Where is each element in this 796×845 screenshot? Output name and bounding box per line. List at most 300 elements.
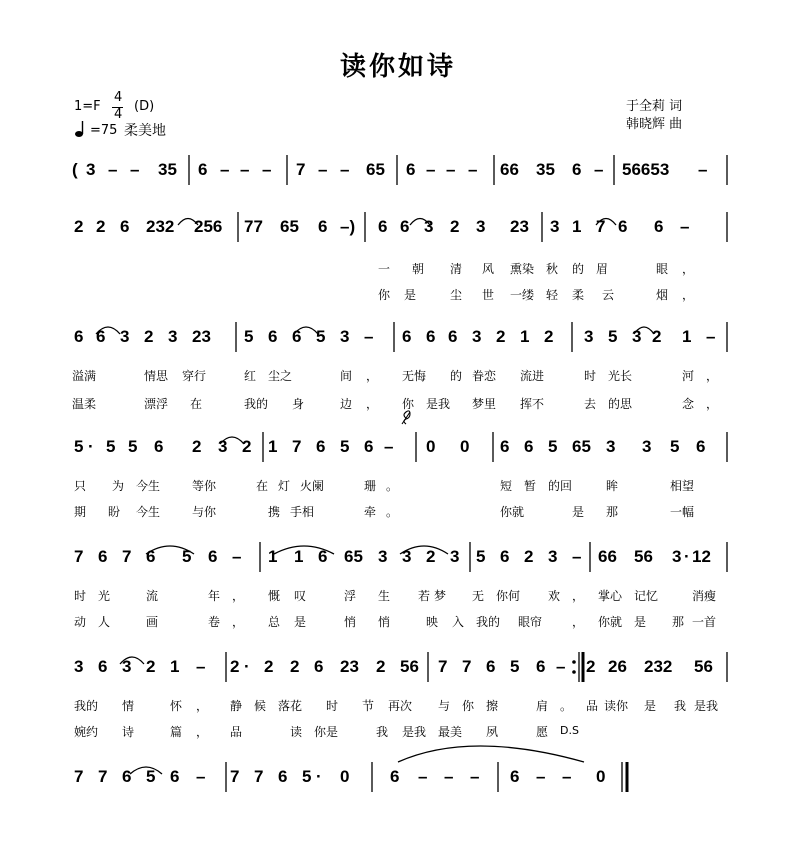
slur (274, 546, 334, 554)
note: 6 (426, 327, 436, 346)
lyric-syllable: 柔 (572, 288, 585, 302)
lyric-syllable: 与你 (192, 505, 217, 519)
note: 5 (548, 437, 558, 456)
note: 56 (694, 657, 713, 676)
note: 1 (170, 657, 180, 676)
note: 6 (500, 437, 510, 456)
note: 6 (402, 327, 412, 346)
note: – (698, 160, 708, 179)
lyric-syllable: ， (706, 397, 719, 411)
lyric-syllable: 的 (572, 262, 585, 276)
lyric-syllable: 今生 (136, 505, 161, 519)
note: 6 (98, 657, 108, 676)
lyric-syllable: 暂 (524, 479, 537, 493)
note: 26 (608, 657, 627, 676)
lyric-syllable: 悄 (344, 615, 357, 629)
note: –) (340, 217, 356, 236)
lyric-syllable: 挥不 (520, 397, 545, 411)
note: 1 (520, 327, 530, 346)
note: 3 (642, 437, 652, 456)
note: 3 (402, 547, 412, 566)
note: 5 (74, 437, 84, 456)
note: – (470, 767, 480, 786)
lyric-syllable: 婉约 (74, 725, 99, 739)
lyric-syllable: 擦 (486, 699, 499, 713)
note: 2 (450, 217, 460, 236)
lyric-syllable: 尘 (450, 288, 463, 302)
note: – (446, 160, 456, 179)
note: 12 (692, 547, 711, 566)
note: 2 (242, 437, 252, 456)
note: 5 (670, 437, 680, 456)
note: 1 (572, 217, 582, 236)
slur (120, 657, 144, 664)
note: 6 (170, 767, 180, 786)
lyric-syllable: 我的 (476, 615, 501, 629)
lyric-syllable: 熏染 (510, 262, 535, 276)
lyric-syllable: 眉 (596, 262, 609, 276)
note: – (680, 217, 690, 236)
lyric-syllable: 世 (482, 288, 495, 302)
note: 3 (378, 547, 388, 566)
lyric-syllable: 静 (230, 699, 243, 713)
note: 7 (230, 767, 240, 786)
lyric-syllable: 总 (268, 615, 281, 629)
note: 6 (292, 327, 302, 346)
note: – (220, 160, 230, 179)
note: 2 (74, 217, 84, 236)
lyric-syllable: ， (366, 397, 379, 411)
lyric-syllable: 轻 (546, 288, 559, 302)
lyric-syllable: ， (682, 288, 695, 302)
note: – (240, 160, 250, 179)
note: – (706, 327, 716, 346)
note: 3 (450, 547, 460, 566)
note: – (108, 160, 118, 179)
note: 3 (168, 327, 178, 346)
slur (130, 767, 162, 774)
time-signature-top: 4 (114, 90, 123, 105)
lyric-syllable: 我 (376, 725, 389, 739)
note: 66 (500, 160, 519, 179)
lyric-syllable: 诗 (122, 725, 135, 739)
note: 5 (340, 437, 350, 456)
note: 6 (448, 327, 458, 346)
lyric-syllable: 梦 (434, 589, 447, 603)
note: · (684, 547, 690, 566)
lyric-syllable: 光 (98, 589, 111, 603)
note: 6 (120, 217, 130, 236)
lyric-syllable: 携 (268, 505, 281, 519)
note: 3 (550, 217, 560, 236)
lyric-syllable: 篇 (170, 725, 183, 739)
lyric-syllable: ， (232, 589, 245, 603)
lyric-syllable: 生 (378, 589, 391, 603)
slur (596, 219, 616, 226)
lyric-syllable: 最美 (438, 725, 463, 739)
slur (294, 327, 318, 334)
lyric-syllable: 你就 (500, 505, 525, 519)
note: – (594, 160, 604, 179)
slur (410, 219, 430, 226)
lyric-syllable: 候 (254, 699, 267, 713)
expression-mark: 柔美地 (124, 123, 166, 139)
lyric-syllable: 的回 (548, 479, 573, 493)
note: 3 (218, 437, 228, 456)
note: 2 (230, 657, 240, 676)
lyric-syllable: 在 (190, 397, 203, 411)
lyric-syllable: 是 (572, 505, 585, 519)
lyric-syllable: 我的 (244, 397, 269, 411)
lyric-syllable: 牵 (364, 505, 377, 519)
note: – (318, 160, 328, 179)
lyric-syllable: 浮 (344, 589, 357, 603)
lyric-syllable: 欢 (548, 589, 561, 603)
lyric-syllable: 我 (674, 699, 687, 713)
note: 3 (74, 657, 84, 676)
lyric-syllable: 梦里 (472, 397, 497, 411)
note: 2 (146, 657, 156, 676)
note: 7 (98, 767, 108, 786)
lyric-syllable: ， (232, 615, 245, 629)
lyric-syllable: 期 (74, 505, 87, 519)
note: 2 (524, 547, 534, 566)
note: 3 (340, 327, 350, 346)
lyric-syllable: 尘之 (268, 369, 293, 383)
lyric-syllable: 今生 (136, 479, 161, 493)
lyric-syllable: 烟 (656, 288, 669, 302)
note: 7 (292, 437, 302, 456)
note: 3 (472, 327, 482, 346)
note: 6 (198, 160, 208, 179)
repeat-dot (572, 670, 576, 674)
lyric-syllable: 再次 (388, 699, 413, 713)
note: 5 (146, 767, 156, 786)
note: 65 (572, 437, 591, 456)
slur (220, 437, 244, 444)
note: – (196, 657, 206, 676)
lyric-syllable: 溢满 (72, 369, 97, 383)
lyric-syllable: 是 (644, 699, 657, 713)
lyric-syllable: 你是 (314, 725, 339, 739)
note: 3 (632, 327, 642, 346)
note: 3 (584, 327, 594, 346)
note: 23 (340, 657, 359, 676)
lyric-syllable: 时 (74, 589, 87, 603)
lyric-syllable: 你 (402, 397, 415, 411)
lyric-syllable: 火阑 (300, 479, 325, 493)
lyric-syllable: 流 (146, 589, 159, 603)
note: 3 (120, 327, 130, 346)
note: 232 (644, 657, 673, 676)
note: – (426, 160, 436, 179)
lyric-syllable: 是 (294, 615, 307, 629)
note: 6 (400, 217, 410, 236)
note: · (88, 437, 94, 456)
slur (634, 327, 654, 334)
slur (96, 327, 120, 334)
note: – (340, 160, 350, 179)
lyric-syllable: 年 (208, 589, 221, 603)
note: 6 (618, 217, 628, 236)
lyric-syllable: 品 (586, 699, 599, 713)
note: 2 (192, 437, 202, 456)
slur (178, 219, 198, 226)
note: 5 (106, 437, 116, 456)
note: 232 (146, 217, 175, 236)
note: 2 (544, 327, 554, 346)
note: – (232, 547, 242, 566)
note: · (316, 767, 322, 786)
note: 1 (294, 547, 304, 566)
note: 65 (344, 547, 363, 566)
note: 2 (144, 327, 154, 346)
note: 2 (96, 217, 106, 236)
lyric-syllable: 卷 (208, 615, 221, 629)
note: 6 (406, 160, 416, 179)
note: 2 (376, 657, 386, 676)
lyric-syllable: ， (196, 699, 209, 713)
note: 7 (596, 217, 606, 236)
slur (398, 746, 584, 762)
note: 5 (510, 657, 520, 676)
note: 77 (244, 217, 263, 236)
lyric-syllable: 朝 (412, 262, 425, 276)
note: 7 (296, 160, 306, 179)
lyric-syllable: 。 (560, 699, 573, 713)
lyric-syllable: 无悔 (402, 369, 427, 383)
note: 7 (438, 657, 448, 676)
key-signature: 1=F (74, 99, 101, 114)
note: 6 (536, 657, 546, 676)
lyric-syllable: 珊 (364, 479, 377, 493)
lyric-syllable: 温柔 (72, 397, 97, 411)
note: 5 (608, 327, 618, 346)
note: 2 (290, 657, 300, 676)
note: 7 (254, 767, 264, 786)
lyric-syllable: 为 (112, 479, 125, 493)
note: 35 (536, 160, 555, 179)
lyric-syllable: 映 (426, 615, 439, 629)
note: 1 (268, 547, 278, 566)
repeat-dot (572, 660, 576, 664)
note: 3 (548, 547, 558, 566)
lyric-syllable: 品 (230, 725, 243, 739)
lyric-syllable: 眷恋 (472, 369, 497, 383)
lyric-syllable: 那 (606, 505, 619, 519)
lyric-syllable: 在 (256, 479, 269, 493)
lyric-syllable: 。 (386, 505, 399, 519)
lyric-syllable: ， (196, 725, 209, 739)
note: 56 (400, 657, 419, 676)
lyric-syllable: 是 (634, 615, 647, 629)
lyric-syllable: 是我 (694, 699, 719, 713)
lyric-syllable: 人 (98, 615, 111, 629)
lyric-syllable: 身 (292, 397, 305, 411)
lyric-syllable: 间 (340, 369, 353, 383)
note: – (572, 547, 582, 566)
lyric-syllable: 你 (462, 699, 475, 713)
lyric-syllable: 记忆 (634, 589, 659, 603)
note: – (536, 767, 546, 786)
note: 56653 (622, 160, 670, 179)
note: 2 (426, 547, 436, 566)
note: – (468, 160, 478, 179)
note: 1 (268, 437, 278, 456)
lyricist-credit: 于全莉 词 (626, 99, 683, 114)
note: 6 (364, 437, 374, 456)
note: 3 (606, 437, 616, 456)
time-signature-bottom: 4 (114, 107, 123, 122)
note: 3 (86, 160, 96, 179)
lyric-syllable: 相望 (670, 479, 695, 493)
lyric-syllable: 的 (450, 369, 463, 383)
lyric-syllable: ， (682, 262, 695, 276)
note: 6 (316, 437, 326, 456)
note: 5 (476, 547, 486, 566)
note: 23 (510, 217, 529, 236)
note: – (562, 767, 572, 786)
note: 56 (634, 547, 653, 566)
note: 256 (194, 217, 223, 236)
note: 6 (500, 547, 510, 566)
note: – (130, 160, 140, 179)
lyric-syllable: 动 (74, 615, 87, 629)
lyric-syllable: 只 (74, 479, 87, 493)
note: 0 (340, 767, 350, 786)
note: 7 (74, 547, 84, 566)
slur (400, 546, 448, 554)
note: 7 (462, 657, 472, 676)
lyric-syllable: 一幅 (670, 505, 695, 519)
key-alternate: (D) (134, 99, 155, 114)
note: 6 (318, 217, 328, 236)
lyric-syllable: 是 (404, 288, 417, 302)
note: 6 (96, 327, 106, 346)
note: – (262, 160, 272, 179)
note: 6 (98, 547, 108, 566)
lyric-syllable: 落花 (278, 699, 303, 713)
note: ( (72, 160, 78, 179)
lyric-syllable: ， (572, 615, 585, 629)
lyric-syllable: ， (706, 369, 719, 383)
slur (146, 546, 194, 554)
lyric-syllable: 灯 (278, 479, 291, 493)
lyric-syllable: 无 (472, 589, 485, 603)
lyric-syllable: 掌心 (598, 589, 623, 603)
lyric-syllable: 肩 (536, 699, 549, 713)
tempo-value: =75 (90, 123, 118, 138)
lyric-syllable: ， (366, 369, 379, 383)
page-title: 读你如诗 (339, 52, 456, 82)
lyric-syllable: 手相 (290, 505, 315, 519)
note: 7 (122, 547, 132, 566)
lyric-syllable: 你 (378, 288, 391, 302)
note: 3 (476, 217, 486, 236)
note: 2 (496, 327, 506, 346)
lyric-syllable: 光长 (608, 369, 633, 383)
note: 6 (74, 327, 84, 346)
lyric-syllable: 红 (244, 369, 257, 383)
note: 6 (146, 547, 156, 566)
note: 5 (316, 327, 326, 346)
note: · (244, 657, 250, 676)
lyric-syllable: 等你 (192, 479, 217, 493)
note: – (364, 327, 374, 346)
note: 5 (302, 767, 312, 786)
lyric-syllable: 去 (584, 397, 597, 411)
note: 6 (314, 657, 324, 676)
note: 35 (158, 160, 177, 179)
note: 0 (596, 767, 606, 786)
note: 65 (366, 160, 385, 179)
note: 6 (510, 767, 520, 786)
lyric-syllable: 慨 (268, 589, 281, 603)
lyric-syllable: 秋 (546, 262, 559, 276)
note: 5 (182, 547, 192, 566)
lyric-syllable: 风 (482, 262, 495, 276)
note: 7 (74, 767, 84, 786)
lyric-syllable: 一 (378, 262, 391, 276)
note: 6 (486, 657, 496, 676)
note: 6 (154, 437, 164, 456)
lyric-syllable: 漂浮 (144, 397, 169, 411)
lyric-syllable: 夙 (486, 725, 499, 739)
note: 2 (264, 657, 274, 676)
lyric-syllable: 若 (418, 589, 431, 603)
lyric-syllable: 怀 (170, 699, 183, 713)
note: 5 (128, 437, 138, 456)
lyric-syllable: 与 (438, 699, 451, 713)
lyric-syllable: 情思 (144, 369, 169, 383)
note: 2 (586, 657, 596, 676)
note: 6 (208, 547, 218, 566)
note: 3 (672, 547, 682, 566)
composer-credit: 韩晓辉 曲 (626, 117, 683, 132)
note: 6 (390, 767, 400, 786)
note: 6 (318, 547, 328, 566)
note: 6 (122, 767, 132, 786)
lyric-syllable: 一首 (692, 615, 717, 629)
note: 65 (280, 217, 299, 236)
note: 1 (682, 327, 692, 346)
note: – (556, 657, 566, 676)
lyric-syllable: 云 (602, 288, 615, 302)
note: 6 (268, 327, 278, 346)
lyric-syllable: 你何 (496, 589, 521, 603)
note: – (384, 437, 394, 456)
lyric-syllable: 一缕 (510, 288, 535, 302)
note: 6 (654, 217, 664, 236)
note: – (196, 767, 206, 786)
lyric-syllable: 念 (682, 397, 695, 411)
note: 5 (244, 327, 254, 346)
lyric-syllable: 时 (326, 699, 339, 713)
note: 3 (122, 657, 132, 676)
lyric-syllable: 入 (452, 615, 465, 629)
note: – (444, 767, 454, 786)
lyric-syllable: 短 (500, 479, 513, 493)
lyric-syllable: 愿 (536, 725, 549, 739)
lyric-syllable: 悄 (378, 615, 391, 629)
lyric-syllable: 边 (340, 397, 353, 411)
lyric-syllable: 读你 (604, 699, 629, 713)
lyric-syllable: 流进 (520, 369, 545, 383)
note: 6 (572, 160, 582, 179)
note: – (418, 767, 428, 786)
note: 0 (426, 437, 436, 456)
note: 6 (378, 217, 388, 236)
